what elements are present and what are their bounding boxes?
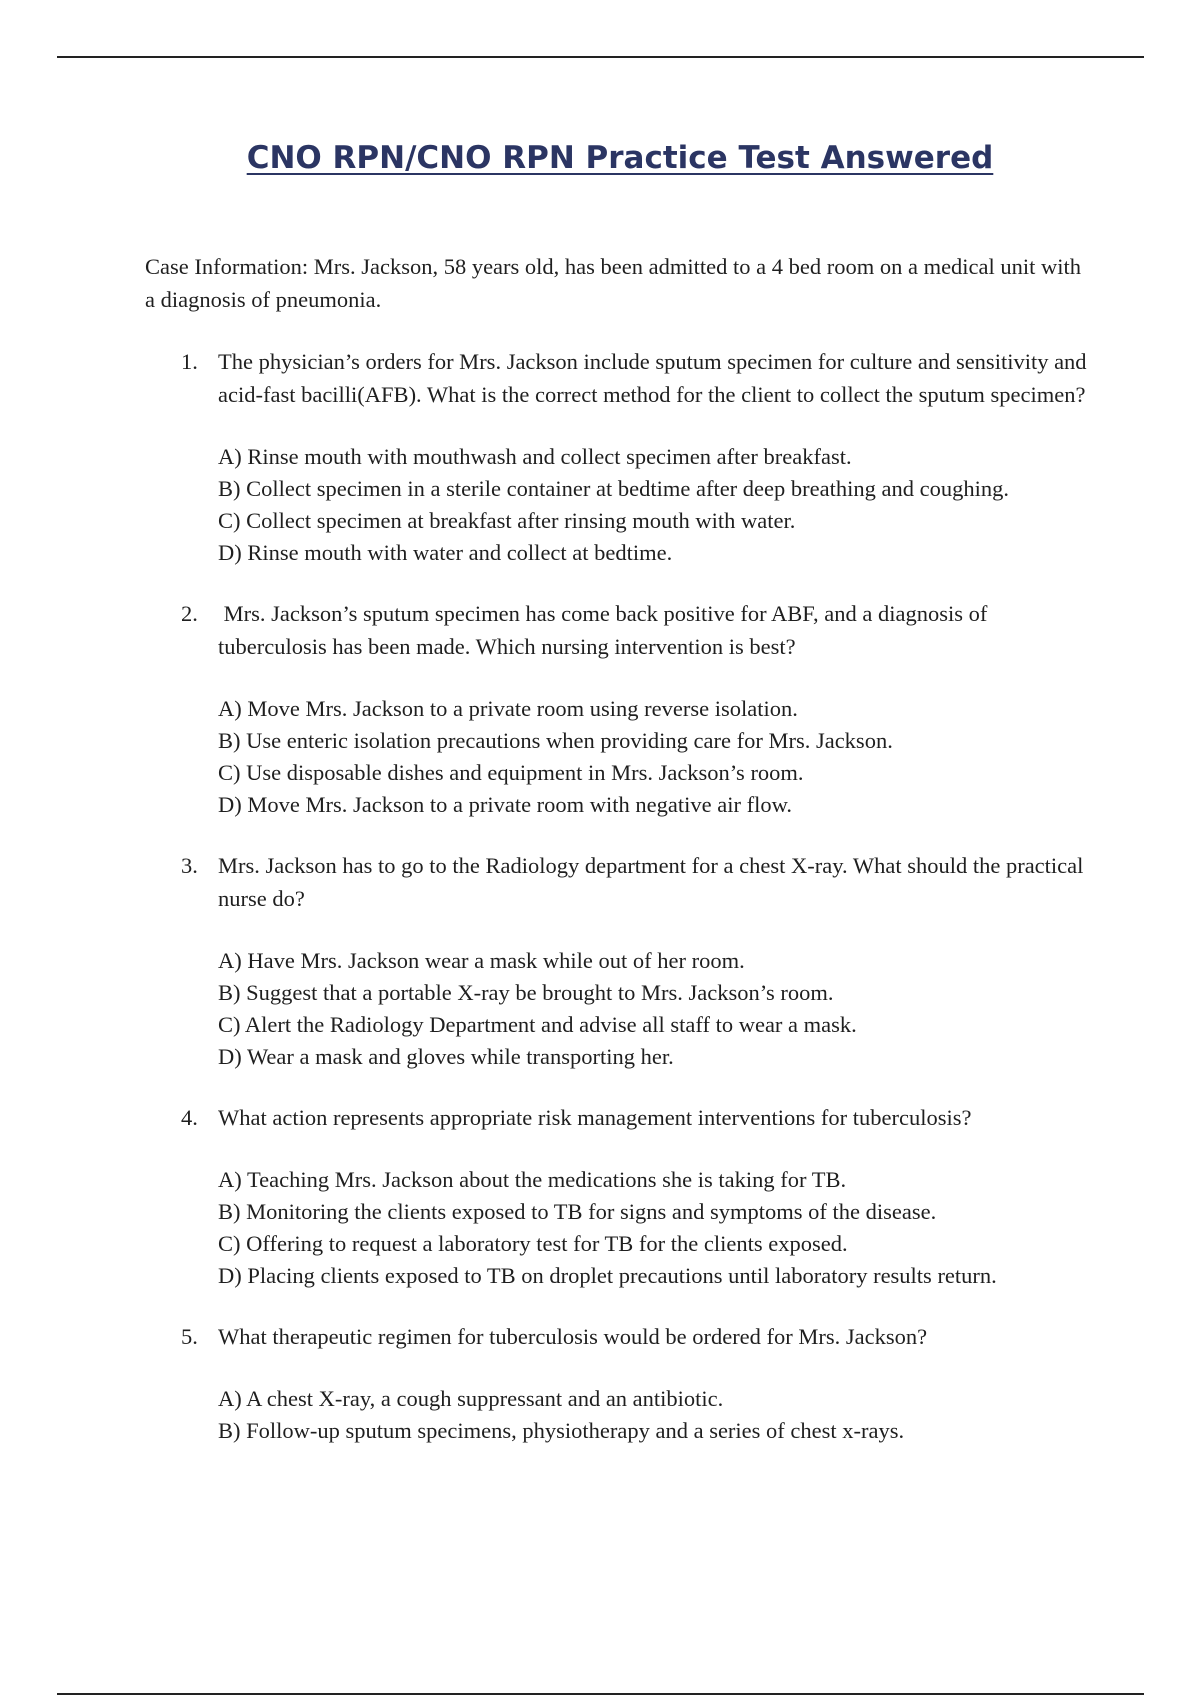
answer-option-a: A) Move Mrs. Jackson to a private room using reverse isolation. bbox=[218, 696, 798, 721]
answer-option-c: C) Use disposable dishes and equipment in Mrs. Jackson’s room. bbox=[218, 760, 804, 785]
answer-option-b: B) Use enteric isolation precautions when providing care for Mrs. Jackson. bbox=[218, 728, 893, 753]
answer-options bbox=[0, 693, 1200, 821]
case-information: Case Information: Mrs. Jackson, 58 years old, has been admitted to a 4 bed room on a medical unit with a diagnosis of pneumonia. bbox=[145, 254, 1082, 312]
answer-option-a: A) Teaching Mrs. Jackson about the medications she is taking for TB. bbox=[218, 1167, 847, 1192]
answer-option-c: C) Collect specimen at breakfast after rinsing mouth with water. bbox=[218, 508, 796, 533]
question-text: What therapeutic regimen for tuberculosis would be ordered for Mrs. Jackson? bbox=[218, 1324, 928, 1349]
answer-options bbox=[0, 1164, 1200, 1292]
question-number: 2. bbox=[181, 601, 198, 626]
question-text: Mrs. Jackson’s sputum specimen has come back positive for ABF, and a diagnosis of tuberculosis has been made. Which nursing intervention is best? bbox=[218, 601, 993, 659]
question-3 bbox=[0, 849, 1200, 1073]
answer-options bbox=[0, 441, 1200, 569]
question-number: 1. bbox=[181, 349, 198, 374]
answer-option-a: A) Rinse mouth with mouthwash and collect specimen after breakfast. bbox=[218, 444, 852, 469]
answer-options bbox=[0, 1383, 1200, 1447]
answer-option-b: B) Follow-up sputum specimens, physiotherapy and a series of chest x-rays. bbox=[218, 1418, 905, 1443]
answer-option-b: B) Suggest that a portable X-ray be brought to Mrs. Jackson’s room. bbox=[218, 980, 834, 1005]
question-5 bbox=[0, 1320, 1200, 1447]
answer-option-d: D) Placing clients exposed to TB on droplet precautions until laboratory results return. bbox=[218, 1263, 997, 1288]
question-4 bbox=[0, 1101, 1200, 1292]
document-title: CNO RPN/CNO RPN Practice Test Answered bbox=[246, 140, 994, 176]
question-text: The physician’s orders for Mrs. Jackson include sputum specimen for culture and sensitivity and acid-fast bacilli(AFB). What is the correct method for the client to collect the sputum specimen? bbox=[218, 349, 1087, 407]
answer-option-a: A) A chest X-ray, a cough suppressant and an antibiotic. bbox=[218, 1386, 724, 1411]
question-number: 5. bbox=[181, 1324, 198, 1349]
top-divider bbox=[57, 56, 1144, 58]
answer-option-b: B) Monitoring the clients exposed to TB for signs and symptoms of the disease. bbox=[218, 1199, 937, 1224]
question-1 bbox=[0, 345, 1200, 569]
question-text: Mrs. Jackson has to go to the Radiology department for a chest X-ray. What should the practical nurse do? bbox=[218, 853, 1084, 911]
question-2 bbox=[0, 597, 1200, 821]
question-number: 4. bbox=[181, 1105, 198, 1130]
question-text: What action represents appropriate risk management interventions for tuberculosis? bbox=[218, 1105, 972, 1130]
answer-option-a: A) Have Mrs. Jackson wear a mask while out of her room. bbox=[218, 948, 745, 973]
answer-option-d: D) Move Mrs. Jackson to a private room with negative air flow. bbox=[218, 792, 793, 817]
question-list bbox=[0, 345, 1200, 1475]
question-number: 3. bbox=[181, 853, 198, 878]
answer-option-c: C) Alert the Radiology Department and advise all staff to wear a mask. bbox=[218, 1012, 857, 1037]
bottom-divider bbox=[57, 1693, 1144, 1695]
answer-option-b: B) Collect specimen in a sterile container at bedtime after deep breathing and coughing. bbox=[218, 476, 1009, 501]
answer-options bbox=[0, 945, 1200, 1073]
answer-option-d: D) Rinse mouth with water and collect at bedtime. bbox=[218, 540, 673, 565]
answer-option-c: C) Offering to request a laboratory test for TB for the clients exposed. bbox=[218, 1231, 848, 1256]
answer-option-d: D) Wear a mask and gloves while transporting her. bbox=[218, 1044, 674, 1069]
